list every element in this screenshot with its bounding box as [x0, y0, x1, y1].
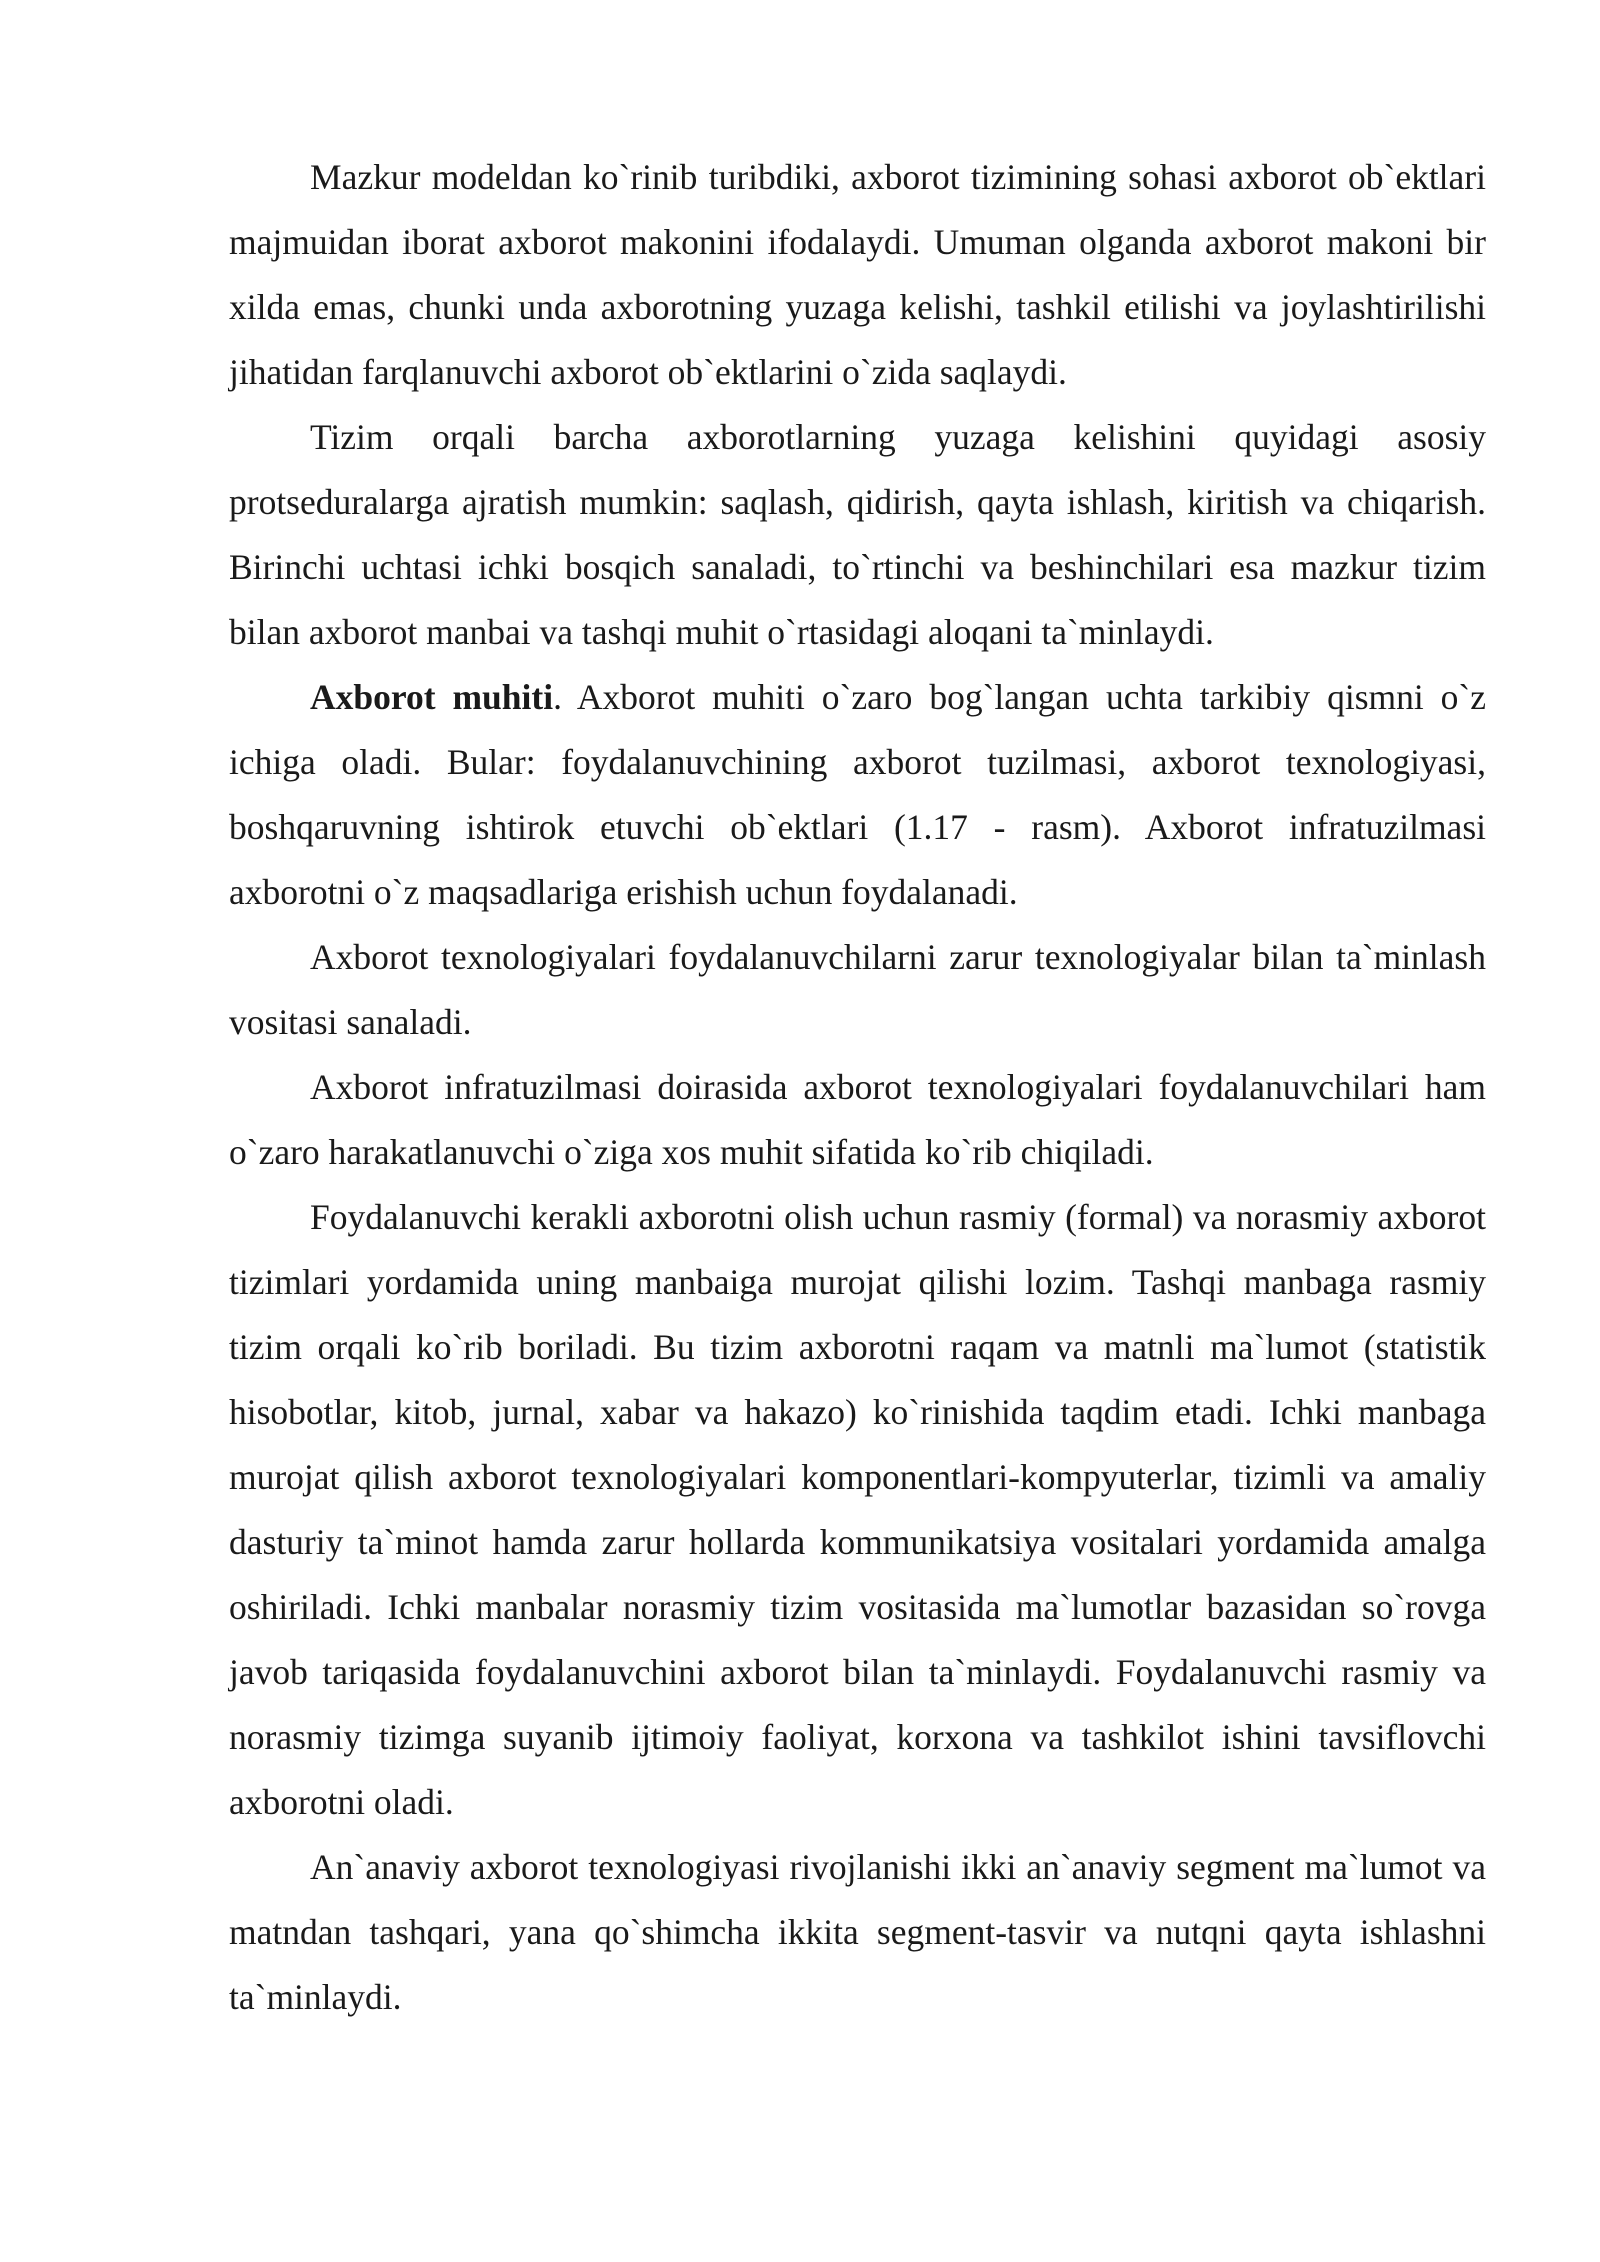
paragraph-2: [229, 405, 1486, 665]
paragraph-5-text: Axborot infratuzilmasi doirasida axborot texnologiyalari foydalanuvchilari ham o`zaro harakatlanuvchi o`ziga xos muhit sifatida ko`rib chiqiladi.: [229, 1067, 1486, 1172]
paragraph-7: [229, 1835, 1486, 2030]
paragraph-4: [229, 925, 1486, 1055]
paragraph-6-text: Foydalanuvchi kerakli axborotni olish uchun rasmiy (formal) va norasmiy axborot tizimlari yordamida uning manbaiga murojat qilishi lozim. Tashqi manbaga rasmiy tizim orqali ko`rib boriladi. Bu tizim axborotni raqam va matnli ma`lumot (statistik hisobotlar, kitob, jurnal, xabar va hakazo) ko`rinishida taqdim etadi. Ichki manbaga murojat qilish axborot texnologiyalari komponentlari-kompyuterlar, tizimli va amaliy dasturiy ta`minot hamda zarur hollarda kommunikatsiya vositalari yordamida amalga oshiriladi. Ichki manbalar norasmiy tizim vositasida ma`lumotlar bazasidan so`rovga javob tariqasida foydalanuvchini axborot bilan ta`minlaydi. Foydalanuvchi rasmiy va norasmiy tizimga suyanib ijtimoiy faoliyat, korxona va tashkilot ishini tavsiflovchi axborotni oladi.: [229, 1197, 1486, 1822]
paragraph-3: [229, 665, 1486, 925]
document-body: [229, 145, 1486, 2030]
paragraph-4-text: Axborot texnologiyalari foydalanuvchilarni zarur texnologiyalar bilan ta`minlash vositasi sanaladi.: [229, 937, 1486, 1042]
paragraph-1-text: Mazkur modeldan ko`rinib turibdiki, axborot tizimining sohasi axborot ob`ektlari majmuidan iborat axborot makonini ifodalaydi. Umuman olganda axborot makoni bir xilda emas, chunki unda axborotning yuzaga kelishi, tashkil etilishi va joylashtirilishi jihatidan farqlanuvchi axborot ob`ektlarini o`zida saqlaydi.: [229, 157, 1486, 392]
paragraph-3-heading: Axborot muhiti: [310, 677, 554, 717]
paragraph-1: [229, 145, 1486, 405]
paragraph-7-text: An`anaviy axborot texnologiyasi rivojlanishi ikki an`anaviy segment ma`lumot va matndan tashqari, yana qo`shimcha ikkita segment-tasvir va nutqni qayta ishlashni ta`minlaydi.: [229, 1847, 1486, 2017]
paragraph-6: [229, 1185, 1486, 1835]
paragraph-3-text: . Axborot muhiti o`zaro bog`langan uchta tarkibiy qismni o`z ichiga oladi. Bular: foydalanuvchining axborot tuzilmasi, axborot texnologiyasi, boshqaruvning ishtirok etuvchi ob`ektlari (1.17 - rasm). Axborot infratuzilmasi axborotni o`z maqsadlariga erishish uchun foydalanadi.: [229, 677, 1486, 912]
paragraph-2-text: Tizim orqali barcha axborotlarning yuzaga kelishini quyidagi asosiy protseduralarga ajratish mumkin: saqlash, qidirish, qayta ishlash, kiritish va chiqarish. Birinchi uchtasi ichki bosqich sanaladi, to`rtinchi va beshinchilari esa mazkur tizim bilan axborot manbai va tashqi muhit o`rtasidagi aloqani ta`minlaydi.: [229, 417, 1486, 652]
paragraph-5: [229, 1055, 1486, 1185]
